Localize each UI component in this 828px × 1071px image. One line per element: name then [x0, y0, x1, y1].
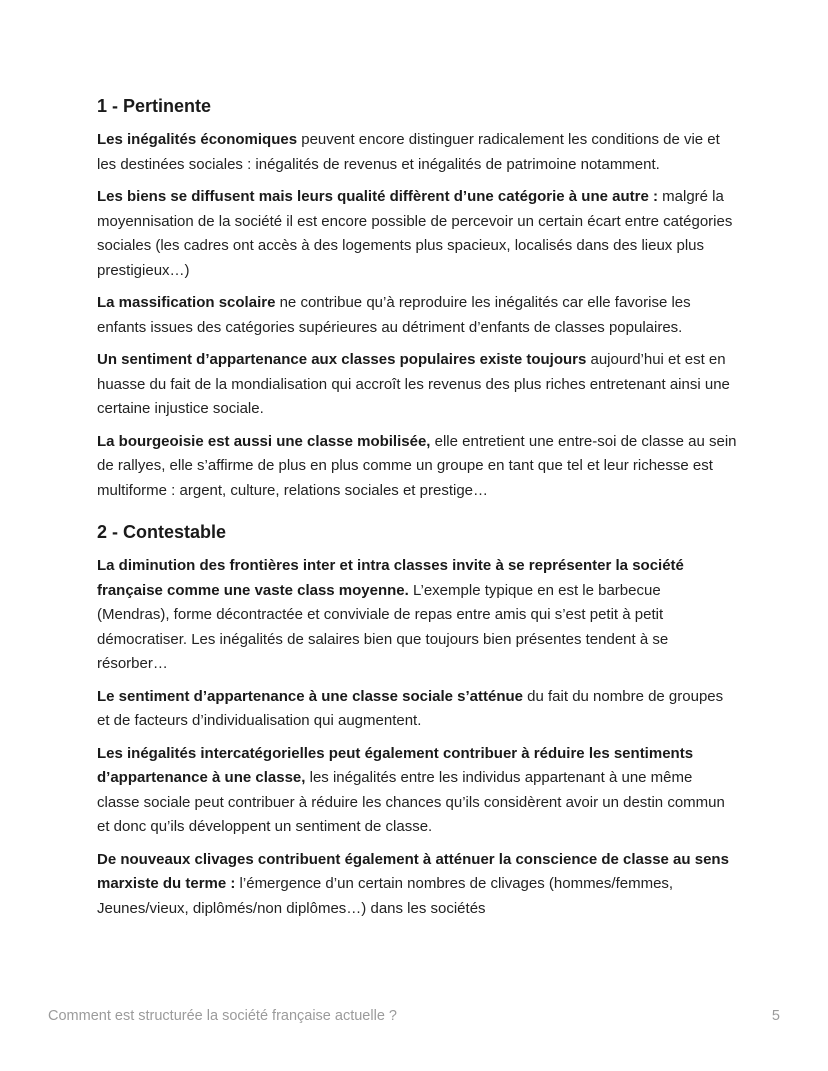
paragraph-body: malgré la moyennisation de la société il est encore possible de percevoir un certain écart entre catégories sociales (les cadres ont accès à des logements plus spacieux, localisés dans des lieux plus prestigieux…)	[97, 188, 733, 279]
footer-title: Comment est structurée la société française actuelle ?	[48, 1008, 397, 1024]
paragraph-body: aujourd’hui et est en huasse du fait de la mondialisation qui accroît les revenus des plus riches entretenant ainsi une certaine injustice sociale.	[97, 351, 730, 417]
paragraph	[97, 742, 737, 840]
paragraph-body: elle entretient une entre-soi de classe au sein de rallyes, elle s’affirme de plus en plus comme un groupe en tant que tel et leur richesse est multiforme : argent, culture, relations sociales et prestige…	[97, 432, 737, 499]
paragraph	[97, 291, 737, 340]
section-heading-2: 2 - Contestable	[97, 522, 227, 542]
paragraph-lead: Les inégalités économiques	[97, 131, 298, 148]
paragraph-body: l’émergence d’un certain nombres de clivages (hommes/femmes, Jeunes/vieux, diplômés/non diplômes…) dans les sociétés	[97, 875, 674, 917]
paragraph-lead: La bourgeoisie est aussi une classe mobilisée,	[97, 432, 431, 450]
page-footer	[48, 1006, 780, 1026]
paragraph-body: peuvent encore distinguer radicalement les conditions de vie et les destinées sociales : inégalités de revenus et inégalités de patrimoine notamment.	[97, 131, 720, 173]
paragraph-lead: La massification scolaire	[97, 294, 276, 311]
paragraph	[97, 185, 737, 283]
paragraph	[97, 848, 737, 922]
paragraph-lead: La diminution des frontières inter et intra classes invite à se représenter la société française comme une vaste class moyenne.	[97, 557, 684, 599]
page-number: 5	[771, 1008, 780, 1024]
paragraph-body: du fait du nombre de groupes et de facteurs d’individualisation qui augmentent.	[97, 687, 724, 729]
paragraph-lead: Un sentiment d’appartenance aux classes populaires existe toujours	[97, 351, 587, 368]
paragraph	[97, 430, 737, 504]
paragraph-lead: Le sentiment d’appartenance à une classe sociale s’atténue	[97, 687, 523, 705]
paragraph	[97, 348, 737, 422]
paragraph-lead: De nouveaux clivages contribuent également à atténuer la conscience de classe au sens marxiste du terme :	[97, 850, 729, 892]
paragraph-body: ne contribue qu’à reproduire les inégalités car elle favorise les enfants issues des catégories supérieures au détriment d’enfants de classes populaires.	[97, 294, 691, 336]
paragraph-body: L’exemple typique en est le barbecue (Mendras), forme décontractée et conviviale de repas entre amis qui s’est petit à petit démocratiser. Les inégalités de salaires bien que toujours bien présentes tendent à se résorber…	[97, 581, 669, 672]
paragraph-body: les inégalités entre les individus appartenant à une même classe sociale peut contribuer à réduire les chances qu’ils considèrent avoir un destin commun et donc qu’ils développent un sentiment de classe.	[97, 769, 725, 835]
section-heading-1: 1 - Pertinente	[97, 96, 212, 116]
paragraph-lead: Les biens se diffusent mais leurs qualité diffèrent d’une catégorie à une autre :	[97, 188, 658, 205]
paragraph-lead: Les inégalités intercatégorielles peut également contribuer à réduire les sentiments d’appartenance à une classe,	[97, 744, 694, 786]
paragraph	[97, 128, 737, 177]
paragraph	[97, 685, 737, 734]
paragraph	[97, 554, 737, 677]
